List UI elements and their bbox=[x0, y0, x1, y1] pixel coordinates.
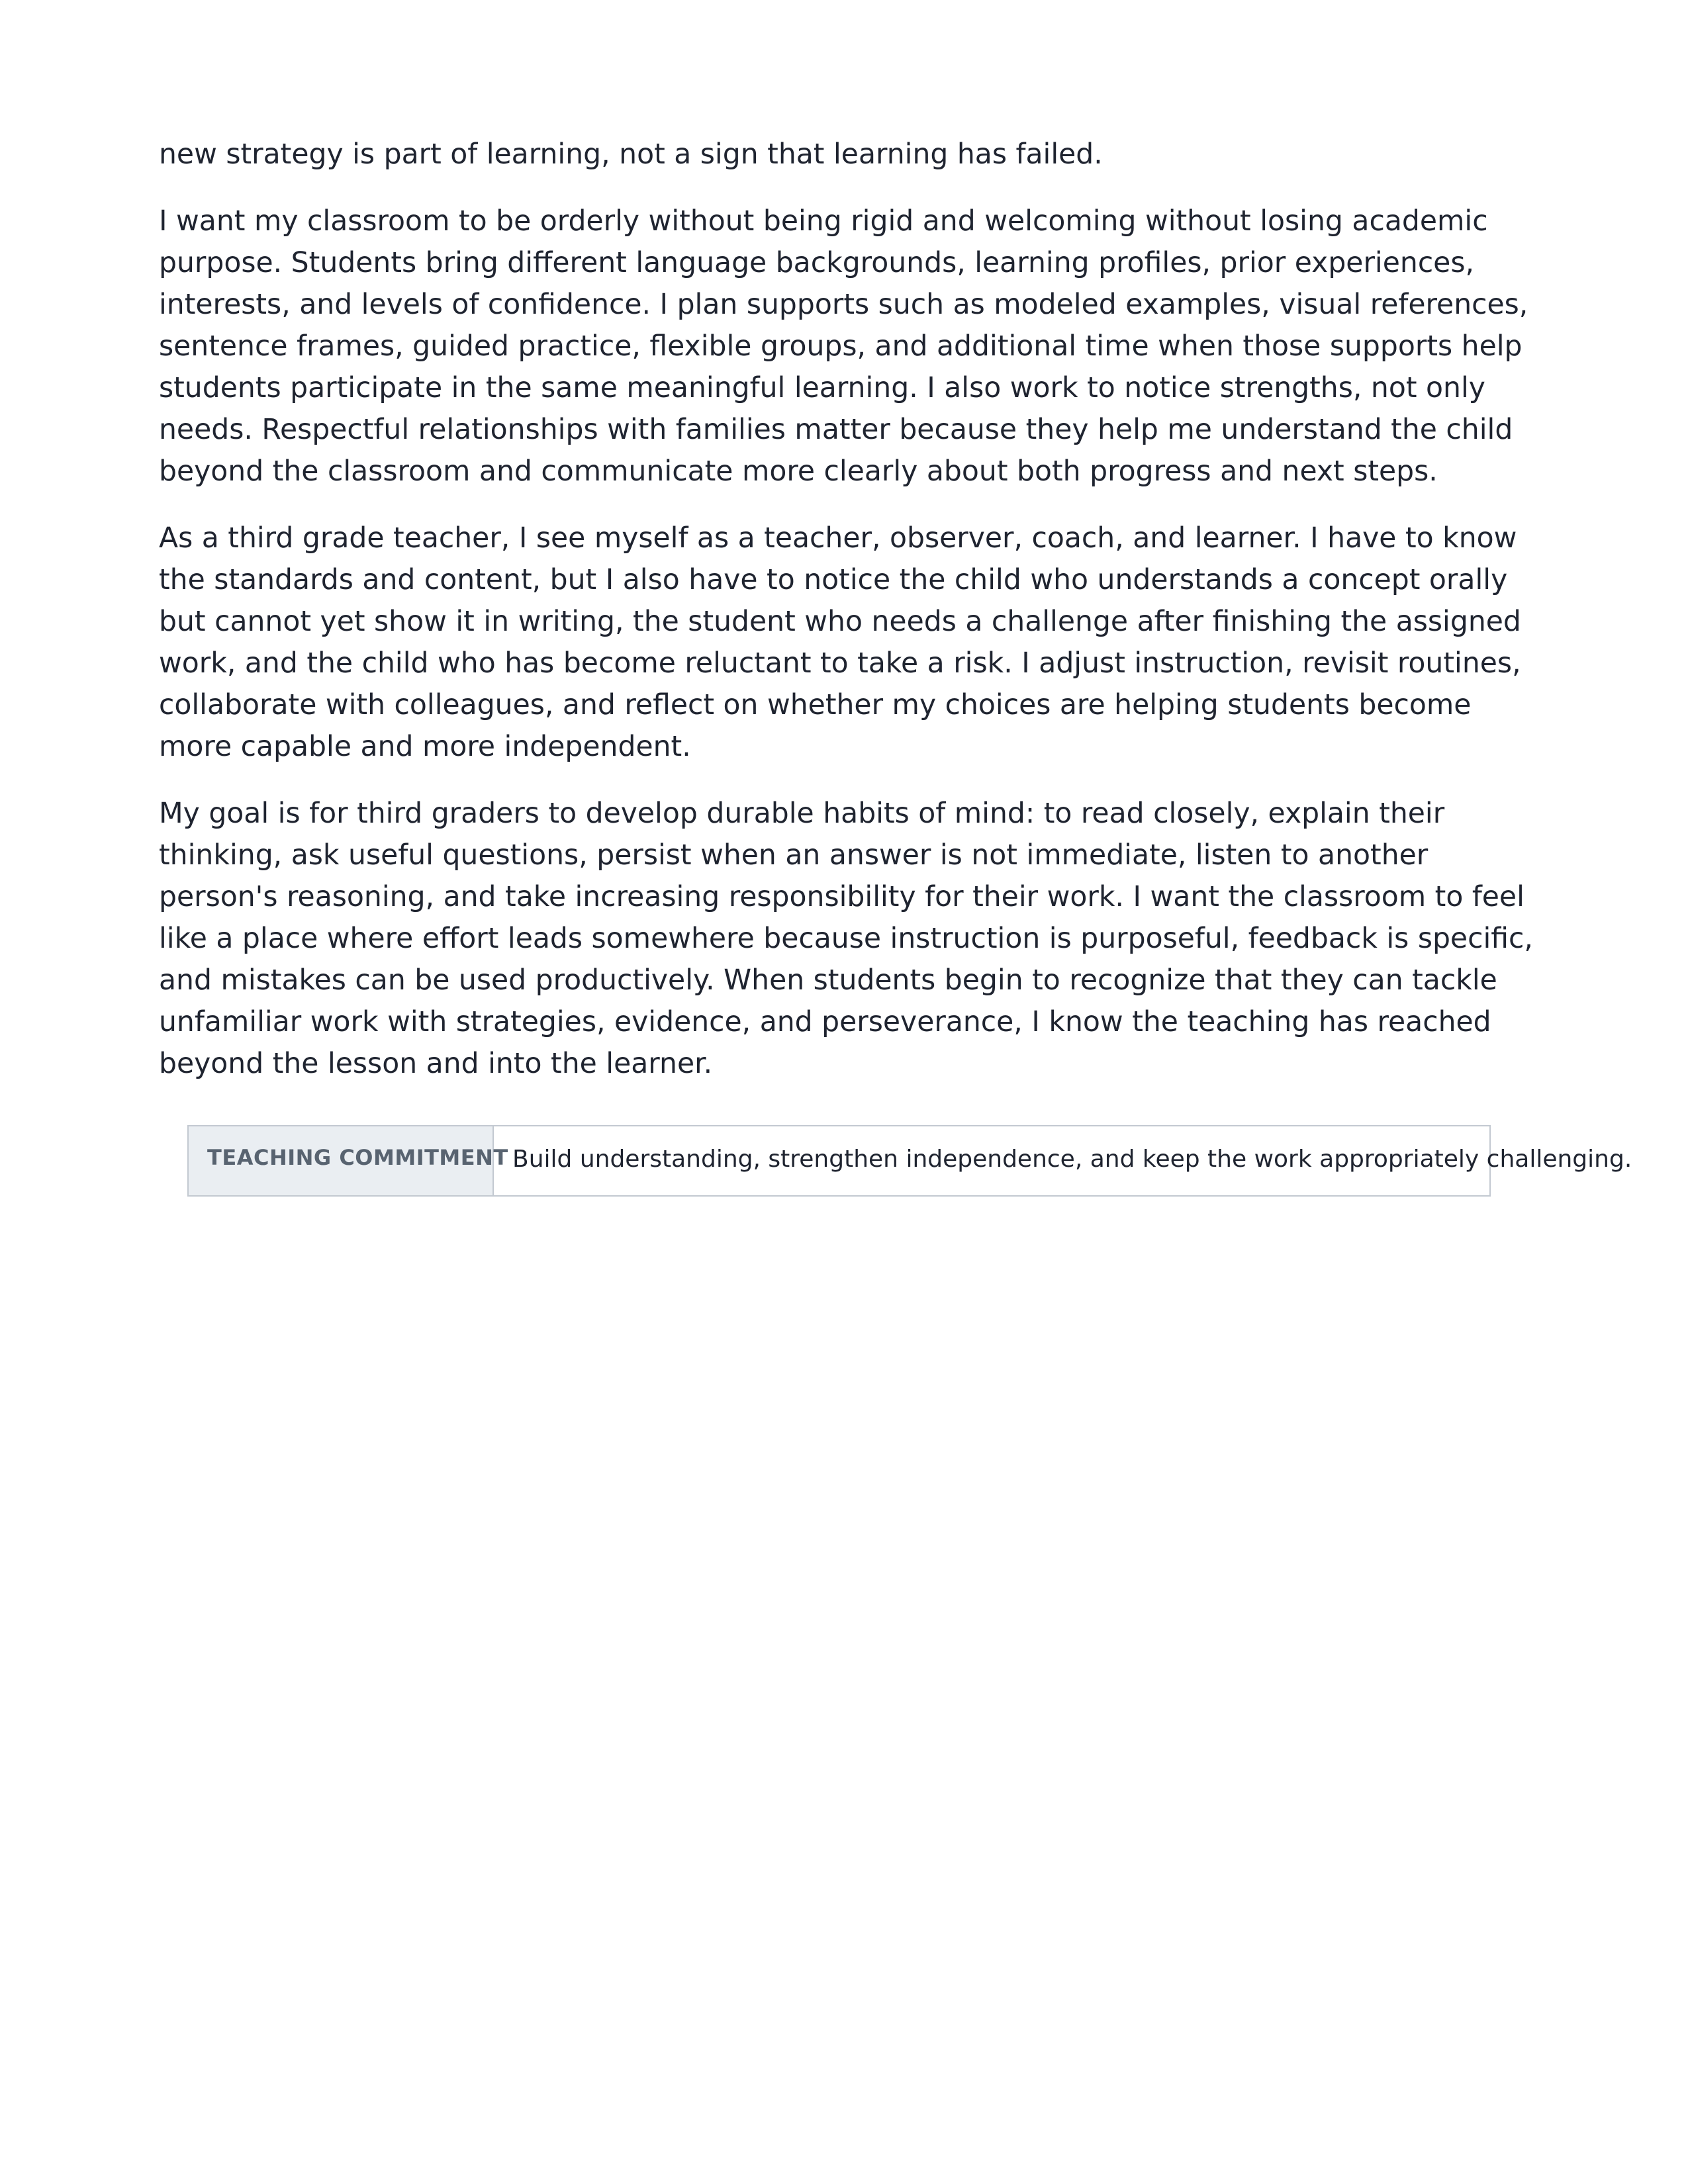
teaching-commitment-callout bbox=[187, 1125, 1632, 1197]
paragraph: My goal is for third graders to develop durable habits of mind: to read closely, explain their thinking, ask useful questions, persist when an answer is not immediate, listen to another person's reasoning, and take increasing responsibility for their work. I want the classroom to feel like a place where effort leads somewhere because instruction is purposeful, feedback is specific, and mistakes can be used productively. When students begin to recognize that they can tackle unfamiliar work with strategies, evidence, and perseverance, I know the teaching has reached beyond the lesson and into the learner. bbox=[159, 797, 1533, 1080]
callout-text: Build understanding, strengthen independence, and keep the work appropriately challenging. bbox=[512, 1146, 1632, 1173]
body-text bbox=[159, 134, 1536, 1110]
paragraph: As a third grade teacher, I see myself as a teacher, observer, coach, and learner. I have to know the standards and content, but I also have to notice the child who understands a concept orally but cannot yet show it in writing, the student who needs a challenge after finishing the assigned work, and the child who has become reluctant to take a risk. I adjust instruction, revisit routines, collaborate with colleagues, and reflect on whether my choices are helping students become more capable and more independent. bbox=[159, 522, 1521, 763]
paragraph: I want my classroom to be orderly without being rigid and welcoming without losing academic purpose. Students bring different language backgrounds, learning profiles, prior experiences, interests, and levels of confidence. I plan supports such as modeled examples, visual references, sentence frames, guided practice, flexible groups, and additional time when those supports help students participate in the same meaningful learning. I also work to notice strengths, not only needs. Respectful relationships with families matter because they help me understand the child beyond the classroom and communicate more clearly about both progress and next steps. bbox=[159, 205, 1528, 488]
paragraph: new strategy is part of learning, not a sign that learning has failed. bbox=[159, 138, 1103, 171]
callout-label: TEACHING COMMITMENT bbox=[189, 1126, 494, 1195]
